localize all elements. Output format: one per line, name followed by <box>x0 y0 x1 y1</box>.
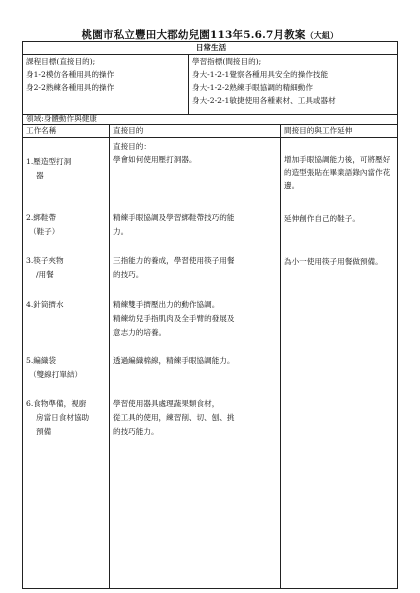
indirect-purpose: 增加手眼協調能力後，可將壓好的造型張貼在畢業語錄內當作花邊。 <box>284 155 391 190</box>
work-name: 2.綁鞋帶 <box>26 213 57 222</box>
direct-purpose: 透過編織棉線，精練手眼協調能力。 <box>113 356 235 365</box>
direct-purpose: 的技巧能力。 <box>113 427 159 436</box>
work-name: 房當日食材協助 <box>36 413 90 422</box>
work-name: /用餐 <box>36 270 54 279</box>
column-header-indirect: 間接目的與工作延伸 <box>284 126 353 135</box>
indicator-item: 身大-1-2-2熟練手眼協調的精細動作 <box>192 83 313 92</box>
divider <box>280 124 281 589</box>
work-name: （鞋子） <box>29 227 60 236</box>
direct-purpose: 精練手眼協調及學習綁鞋帶技巧的能 <box>113 213 235 222</box>
work-name: 6.食物準備，視廚 <box>26 399 87 408</box>
indicator-item: 身大-2-2-1敏捷使用各種素材、工具或器材 <box>192 96 336 105</box>
work-name: 預備 <box>36 427 52 436</box>
domain-label: 領域:身體動作與健康 <box>26 114 97 123</box>
indirect-purpose: 為小一使用筷子用餐做預備。 <box>284 257 383 266</box>
direct-purpose: 精練雙手擠壓出力的動作協調。 <box>113 300 220 309</box>
direct-purpose: 意志力的培養。 <box>113 328 167 337</box>
work-name: 器 <box>36 171 44 180</box>
direct-purpose: 直接目的： <box>113 142 151 151</box>
direct-purpose: 的技巧。 <box>113 270 144 279</box>
work-name: 1.壓造型打洞 <box>26 157 72 166</box>
title-group: （大組） <box>305 30 339 40</box>
title-main: 桃園市私立豐田大郡幼兒園113年5.6.7月教案 <box>81 29 306 41</box>
rule <box>23 54 397 55</box>
course-goal-heading: 課程目標(直接目的); <box>26 57 96 66</box>
direct-purpose: 學習使用器具處理蔬果類食材， <box>113 399 220 408</box>
divider <box>188 54 189 114</box>
direct-purpose: 力。 <box>113 227 129 236</box>
course-goal-item: 身1-2模仿各種用具的操作 <box>26 70 115 79</box>
direct-purpose: 三指能力的養成，學習使用筷子用餐 <box>113 256 235 265</box>
rule <box>23 137 397 138</box>
work-name: （雙線打單結） <box>29 370 83 379</box>
indirect-purpose: 延伸創作自己的鞋子。 <box>284 214 360 223</box>
indicator-item: 身大-1-2-1覺察各種用具安全的操作技能 <box>192 70 329 79</box>
course-goal-item: 身2-2熟練各種用具的操作 <box>26 83 115 92</box>
lesson-plan-title <box>0 27 420 42</box>
work-name: 5.編織袋 <box>26 356 57 365</box>
work-name: 3.筷子夾物 <box>26 256 64 265</box>
direct-purpose: 學會如何使用壓打洞器。 <box>113 155 197 164</box>
direct-purpose: 從工具的使用，練習削、切、刨、挑 <box>113 413 235 422</box>
indicator-heading: 學習指標(間接目的); <box>192 57 262 66</box>
direct-purpose: 精練幼兒手指肌肉及全手臂的發展及 <box>113 314 235 323</box>
work-name: 4.針筒擠水 <box>26 300 64 309</box>
section-heading: 日常生活 <box>195 43 227 52</box>
lesson-plan-table <box>22 41 398 589</box>
column-header-direct: 直接目的 <box>113 126 144 135</box>
column-header-work-name: 工作名稱 <box>26 126 57 135</box>
divider <box>109 124 110 589</box>
